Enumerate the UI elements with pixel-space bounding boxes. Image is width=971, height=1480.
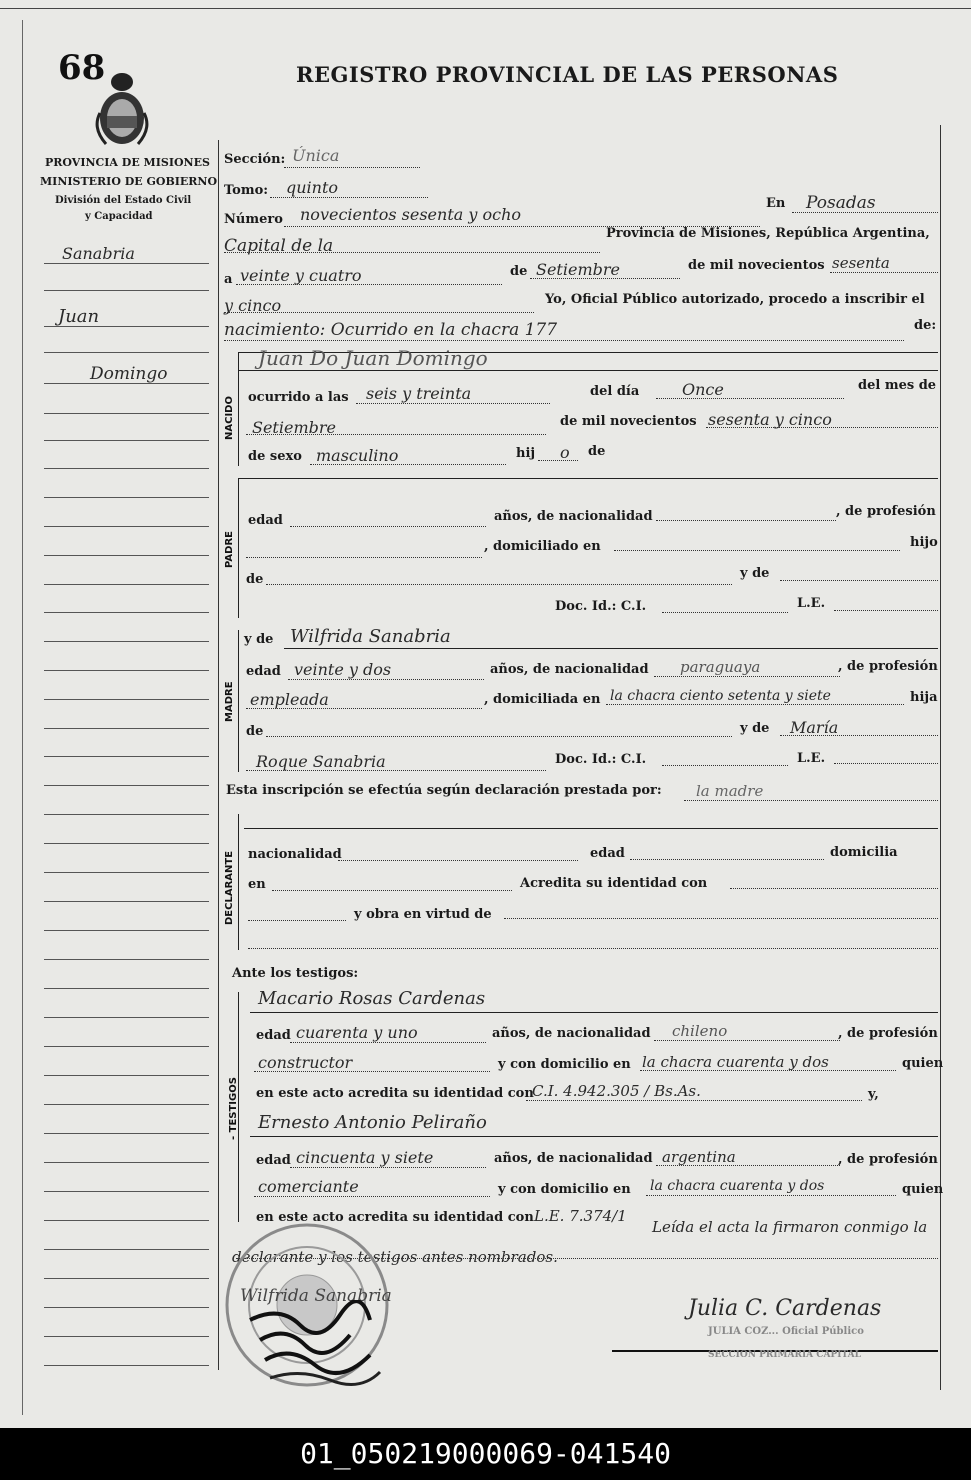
padre-profesion-label: , de profesión [836,504,936,519]
testigo1-profesion-label: , de profesión [838,1026,938,1041]
a-value: veinte y cuatro [240,266,362,285]
nacido-sexo-value: masculino [316,446,399,465]
testigo1-profesion: constructor [258,1053,353,1072]
padre-anios-label: años, de nacionalidad [494,509,653,524]
seccion-label: Sección: [224,152,286,167]
padre-hijo-label: hijo [910,535,938,550]
division-heading: División del Estado Civil [55,195,192,206]
numero-label: Número [224,212,283,227]
margin-surname: Sanabria [62,244,135,263]
testigo2-profesion-label: , de profesión [838,1152,938,1167]
testigo2-acredita-label: en este acto acredita su identidad con [256,1210,534,1225]
nacido-hora-label: ocurrido a las [248,390,349,405]
declarante-side-label: DECLARANTE [224,850,235,925]
testigo1-nacionalidad: chileno [672,1022,728,1040]
nacido-anio-label: de mil novecientos [560,414,697,429]
anio-value: sesenta [832,254,890,272]
seccion-value: Única [292,146,340,165]
mes-value: Setiembre [536,260,620,279]
testigo2-edad: cincuenta y siete [296,1148,434,1167]
padre-edad-label: edad [248,513,283,528]
madre-yde-label: y de [244,632,274,647]
testigo2-nombre: Ernesto Antonio Peliraño [258,1112,487,1133]
declaracion-text: Esta inscripción se efectúa según declaración prestada por: [226,783,662,798]
testigo1-y-label: y, [868,1087,879,1102]
en-value: Posadas [806,193,876,213]
en-label: En [766,196,786,211]
madre-le-label: L.E. [797,751,826,766]
sello-seccion: SECCION PRIMARIA CAPITAL [708,1350,861,1360]
madre-doc-label: Doc. Id.: C.I. [555,752,647,767]
madre-madre-de-value: María [790,718,839,737]
testigo1-nombre: Macario Rosas Cardenas [258,988,486,1009]
sello-oficial: JULIA COZ... Oficial Público [708,1326,864,1337]
tomo-value: quinto [286,178,339,197]
declarante-nacionalidad-label: nacionalidad [248,847,342,862]
testigo1-edad: cuarenta y uno [296,1023,418,1042]
madre-edad-value: veinte y dos [294,660,392,679]
numero-value: novecientos sesenta y ocho [300,205,522,224]
padre-side-label: PADRE [224,531,235,568]
padre-le-label: L.E. [797,596,826,611]
testigo1-quien-label: quien [902,1056,944,1071]
testigo2-cierre: Leída el acta la firmaron conmigo la declarante y los testigos antes nombrados. [232,1218,928,1266]
margin-name-1: Juan [58,306,100,327]
province-heading: PROVINCIA DE MISIONES [45,156,210,169]
acto-value: nacimiento: Ocurrido en la chacra 177 [224,320,558,340]
testigos-side-label: - TESTIGOS [228,1077,239,1140]
tomo-label: Tomo: [224,183,269,198]
ministry-heading: MINISTERIO DE GOBIERNO [40,175,218,188]
testigo1-edad-label: edad [256,1028,291,1043]
madre-anios-label: años, de nacionalidad [490,662,649,677]
nacido-dia-value: Once [682,380,724,399]
nacido-side-label: NACIDO [224,396,235,440]
testigo2-anios-label: años, de nacionalidad [494,1151,653,1166]
nacido-hij-value: o [560,443,570,462]
madre-profesion-value: empleada [250,690,329,709]
firma-oficial: Julia C. Cardenas [688,1296,882,1321]
madre-domiciliada-label: , domiciliada en [484,692,601,707]
nacido-dia-label: del día [590,384,640,399]
nacido-sexo-label: de sexo [248,449,302,464]
de-colon: de: [914,318,937,333]
page-number: 68 [58,48,106,88]
coat-of-arms-icon [92,68,152,148]
a-label: a [224,272,233,287]
madre-side-label: MADRE [224,681,235,722]
testigo2-nacionalidad: argentina [662,1148,736,1166]
madre-de-label: de [246,724,264,739]
madre-profesion-label: , de profesión [838,659,938,674]
nacido-mes-label: del mes de [858,378,937,393]
padre-yde-label: y de [740,566,770,581]
nacido-de-label: de [588,444,606,459]
division-heading-2: y Capacidad [85,211,153,222]
anio-cont-value: y cinco [224,296,282,315]
document-id-footer: 01_050219000069-041540 [0,1428,971,1480]
nacido-hora-value: seis y treinta [366,384,472,403]
testigo2-documento: L.E. 7.374/1 [534,1207,627,1225]
declarante-en-label: en [248,877,266,892]
page-title: REGISTRO PROVINCIAL DE LAS PERSONAS [296,62,839,87]
testigo1-acredita-label: en este acto acredita su identidad con [256,1086,534,1101]
madre-nombre: Wilfrida Sanabria [290,626,451,647]
nacido-nombre: Juan Do Juan Domingo [258,346,488,370]
provincia-text: Provincia de Misiones, República Argentina, [606,226,930,241]
nacido-mes-value: Setiembre [252,418,336,437]
nacido-hij-label: hij [516,446,536,461]
declarante-acredita-label: Acredita su identidad con [520,876,708,891]
oficial-text: Yo, Oficial Público autorizado, procedo a inscribir el [545,292,925,307]
testigo1-domicilio: la chacra cuarenta y dos [642,1053,829,1071]
testigo2-profesion: comerciante [258,1177,359,1196]
testigos-ante-label: Ante los testigos: [232,966,359,981]
testigo2-edad-label: edad [256,1153,291,1168]
testigo1-domicilio-label: y con domicilio en [498,1057,631,1072]
declarante-domicilia-label: domicilia [830,845,898,860]
mil-label: de mil novecientos [688,258,825,273]
declaracion-value: la madre [696,782,764,800]
firma-declarante: Wilfrida Sanabria [240,1286,392,1306]
testigo2-domicilio-label: y con domicilio en [498,1182,631,1197]
witness-signatures [240,1300,400,1390]
nacido-anio-value: sesenta y cinco [708,410,832,429]
madre-nacionalidad-value: paraguaya [680,658,761,676]
margin-name-2: Domingo [90,364,168,384]
capital-value: Capital de la [224,236,334,256]
padre-doc-label: Doc. Id.: C.I. [555,599,647,614]
madre-domicilio-value: la chacra ciento setenta y siete [610,688,831,704]
de-label: de [510,264,528,279]
padre-de-label: de [246,572,264,587]
declarante-obra-label: y obra en virtud de [354,907,492,922]
madre-padre-de-value: Roque Sanabria [256,752,386,771]
declarante-edad-label: edad [590,846,625,861]
madre-hija-label: hija [910,690,938,705]
testigo1-anios-label: años, de nacionalidad [492,1026,651,1041]
madre-edad-label: edad [246,664,281,679]
testigo1-documento: C.I. 4.942.305 / Bs.As. [532,1082,701,1100]
madre-yde2-label: y de [740,721,770,736]
testigo2-domicilio: la chacra cuarenta y dos [650,1178,825,1194]
testigo2-quien-label: quien [902,1182,944,1197]
padre-domiciliado-label: , domiciliado en [484,539,601,554]
